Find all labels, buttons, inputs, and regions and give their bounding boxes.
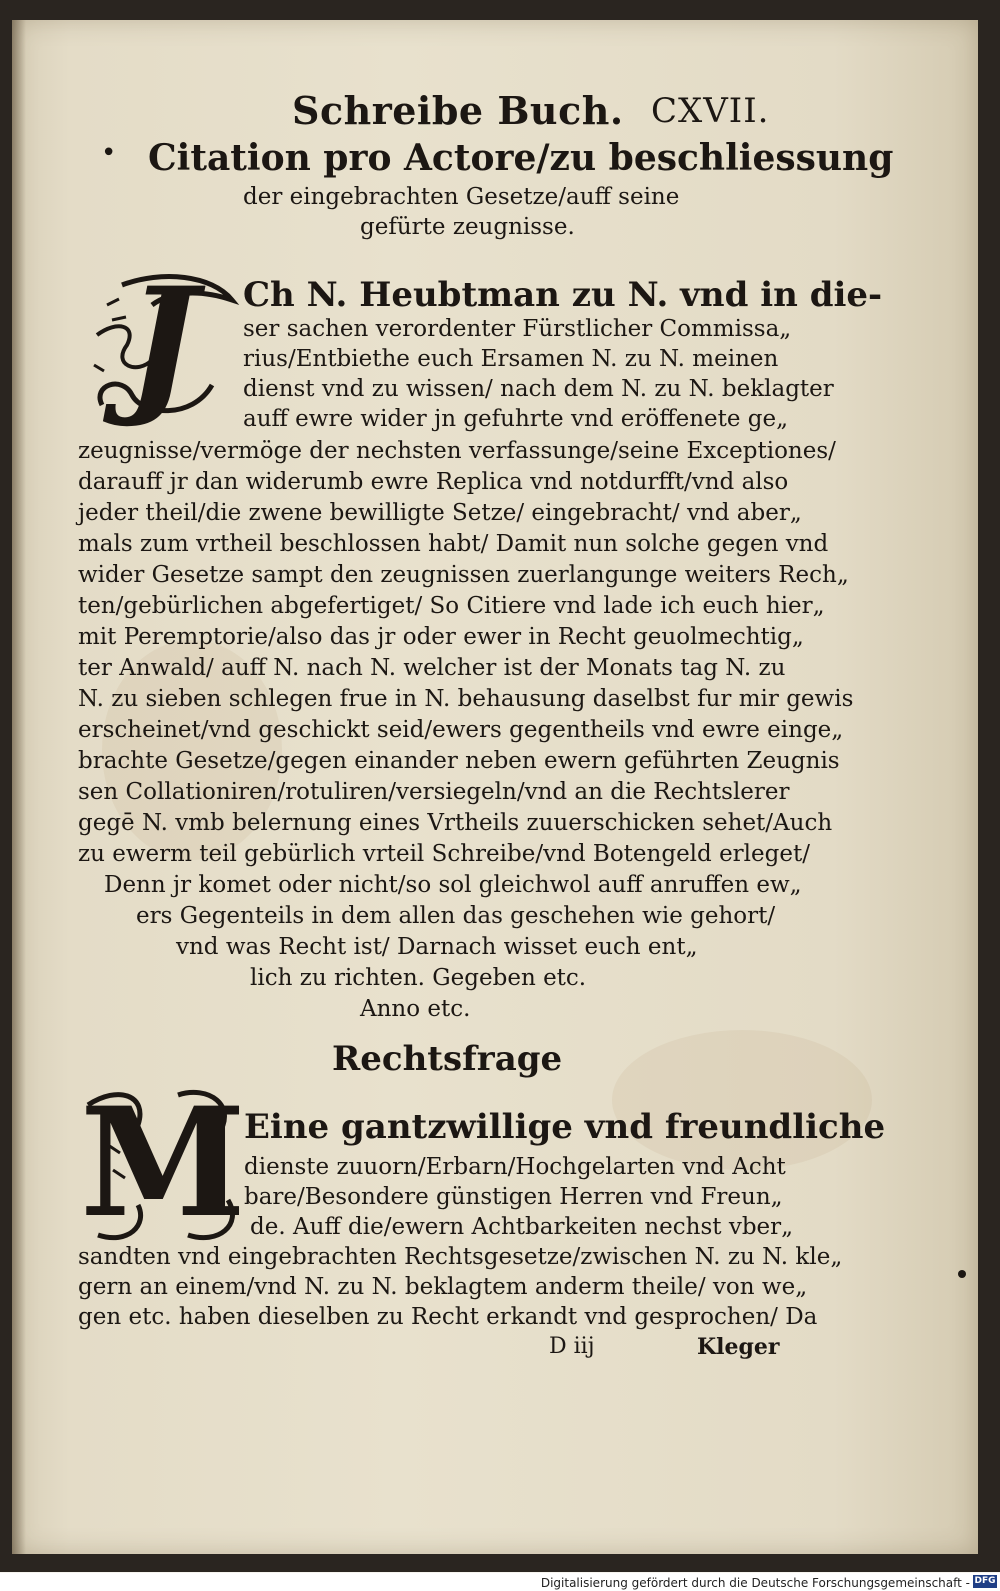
body-line: Anno etc. bbox=[360, 996, 471, 1022]
body-line: brachte Gesetze/gegen einander neben ewern geführten Zeugnis bbox=[78, 748, 840, 774]
signature-mark: D iij bbox=[549, 1334, 595, 1359]
title-bullet: • bbox=[101, 138, 117, 168]
folio-number: CXVII. bbox=[651, 91, 770, 131]
body-line: jeder theil/die zwene bewilligte Setze/ eingebracht/ vnd aber„ bbox=[78, 500, 802, 526]
body-line: ten/gebürlichen abgefertiget/ So Citiere vnd lade ich euch hier„ bbox=[78, 593, 825, 619]
body-line: gen etc. haben dieselben zu Recht erkandt vnd gesprochen/ Da bbox=[78, 1304, 818, 1330]
body-line: ser sachen verordenter Fürstlicher Commissa„ bbox=[243, 316, 792, 342]
footer-credit: Digitalisierung gefördert durch die Deutsche Forschungsgemeinschaft - bbox=[540, 1576, 970, 1590]
body-line: gegē N. vmb belernung eines Vrtheils zuuerschicken sehet/Auch bbox=[78, 810, 833, 836]
body-line: ers Gegenteils in dem allen das geschehen wie gehort/ bbox=[136, 903, 776, 929]
section1-first-line: Ch N. Heubtman zu N. vnd in die- bbox=[243, 275, 883, 315]
body-line: erscheinet/vnd geschickt seid/ewers gegentheils vnd ewre einge„ bbox=[78, 717, 844, 743]
drop-cap-initial: J bbox=[126, 255, 198, 431]
body-line: bare/Besondere günstigen Herren vnd Freun„ bbox=[244, 1184, 783, 1210]
drop-cap-initial: M bbox=[80, 1075, 247, 1251]
section2-heading: Rechtsfrage bbox=[332, 1039, 563, 1079]
body-line: darauff jr dan widerumb ewre Replica vnd notdurfft/vnd also bbox=[78, 469, 789, 495]
body-line: ter Anwald/ auff N. nach N. welcher ist der Monats tag N. zu bbox=[78, 655, 786, 681]
body-line: rius/Entbiethe euch Ersamen N. zu N. meinen bbox=[243, 346, 779, 372]
running-head: Schreibe Buch. bbox=[292, 88, 624, 133]
section1-subtitle-line: gefürte zeugnisse. bbox=[360, 214, 575, 240]
body-line: mit Peremptorie/also das jr oder ewer in Recht geuolmechtig„ bbox=[78, 624, 804, 650]
section1-subtitle-line: der eingebrachten Gesetze/auff seine bbox=[243, 184, 680, 210]
body-line: vnd was Recht ist/ Darnach wisset euch ent„ bbox=[176, 934, 698, 960]
body-line: N. zu sieben schlegen frue in N. behausung daselbst fur mir gewis bbox=[78, 686, 854, 712]
footer-bar bbox=[0, 1573, 1000, 1591]
body-line: zu ewerm teil gebürlich vrteil Schreibe/vnd Botengeld erleget/ bbox=[78, 841, 810, 867]
body-line: de. Auff die/ewern Achtbarkeiten nechst vber„ bbox=[250, 1214, 794, 1240]
section1-title: Citation pro Actore/zu beschliessung bbox=[148, 137, 894, 179]
body-line: gern an einem/vnd N. zu N. beklagtem anderm theile/ von we„ bbox=[78, 1274, 808, 1300]
body-line: wider Gesetze sampt den zeugnissen zuerlangunge weiters Rech„ bbox=[78, 562, 849, 588]
margin-dot bbox=[958, 1270, 966, 1278]
page-gutter-shadow bbox=[12, 20, 26, 1554]
body-line: zeugnisse/vermöge der nechsten verfassunge/seine Exceptiones/ bbox=[78, 438, 836, 464]
body-line: auff ewre wider jn gefuhrte vnd eröffenete ge„ bbox=[243, 406, 789, 432]
body-line: dienste zuuorn/Erbarn/Hochgelarten vnd Acht bbox=[244, 1154, 786, 1180]
body-line: mals zum vrtheil beschlossen habt/ Damit nun solche gegen vnd bbox=[78, 531, 829, 557]
body-line: Denn jr komet oder nicht/so sol gleichwol auff anruffen ew„ bbox=[104, 872, 802, 898]
dfg-logo-icon: DFG bbox=[974, 1576, 996, 1586]
body-line: dienst vnd zu wissen/ nach dem N. zu N. beklagter bbox=[243, 376, 834, 402]
section2-first-line: Eine gantzwillige vnd freundliche bbox=[244, 1107, 886, 1147]
body-line: sandten vnd eingebrachten Rechtsgesetze/zwischen N. zu N. kle„ bbox=[78, 1244, 843, 1270]
body-line: lich zu richten. Gegeben etc. bbox=[250, 965, 587, 991]
body-line: sen Collationiren/rotuliren/versiegeln/vnd an die Rechtslerer bbox=[78, 779, 790, 805]
catchword: Kleger bbox=[697, 1334, 780, 1360]
